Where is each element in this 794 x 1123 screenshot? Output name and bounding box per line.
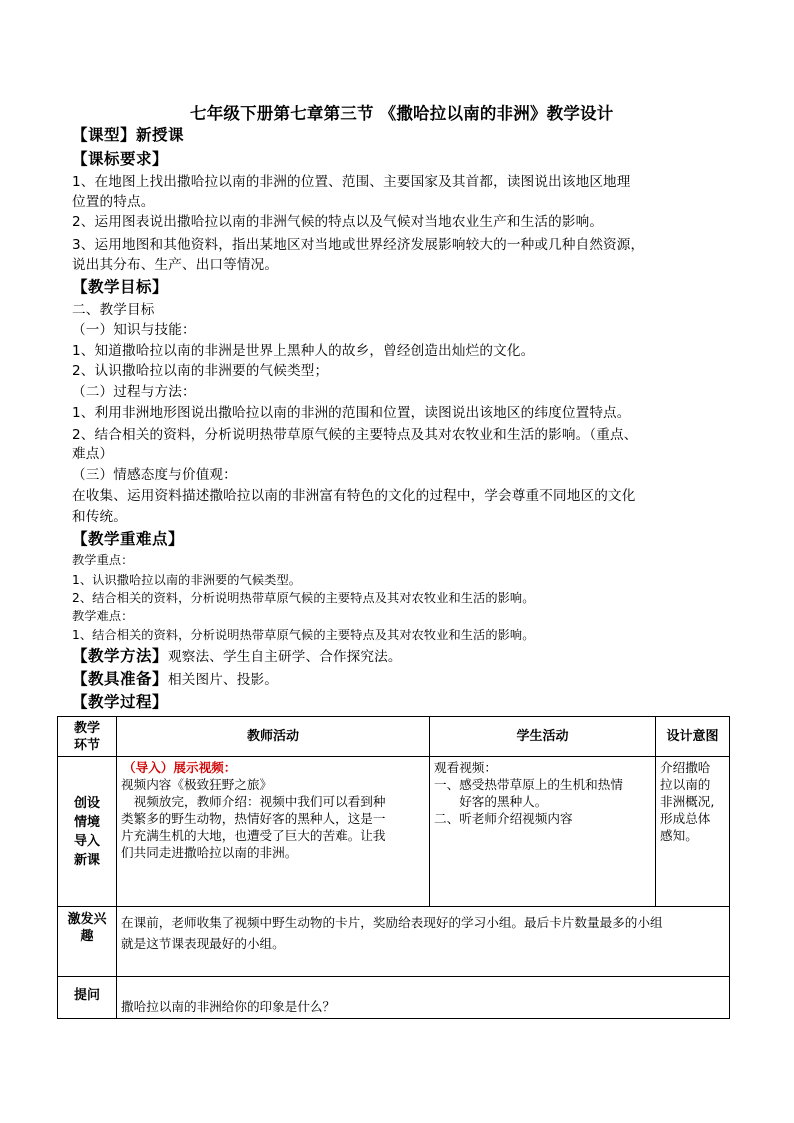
curriculum-line-3b: 说出其分布、生产、出口等情况。 (72, 257, 279, 273)
phase-intro-1: 创设 (73, 795, 100, 811)
header-phase-b: 环节 (73, 737, 100, 753)
interest-line-b: 就是这节课表现最好的小组。 (121, 936, 285, 951)
teacher-line: 视频内容《极致狂野之旅》 (121, 777, 273, 792)
document-title: 七年级下册第七章第三节 《撒哈拉以南的非洲》教学设计 (190, 104, 614, 123)
teacher-line: 片充满生机的大地，也遭受了巨大的苦难。让我 (121, 828, 386, 843)
design-intent-cell (656, 757, 730, 907)
question-content-cell: 撒哈拉以南的非洲给你的印象是什么？ (117, 977, 730, 1019)
teaching-process-table (57, 716, 730, 1019)
course-type-heading: 【课型】 (72, 126, 137, 144)
table-row (58, 977, 730, 1019)
tools-line (72, 669, 737, 691)
process-title: （二）过程与方法： (72, 384, 196, 400)
tools-heading: 【教具准备】 (72, 670, 169, 688)
header-student: 学生活动 (430, 717, 656, 757)
curriculum-heading: 【课标要求】 (72, 150, 169, 168)
table-row (58, 907, 730, 977)
teacher-activity-cell (117, 757, 430, 907)
student-line: 二、听老师介绍视频内容 (434, 811, 573, 826)
intent-line: 拉以南的 (660, 777, 711, 792)
intent-line: 感知。 (660, 828, 698, 843)
phase-intro-2: 情境 (73, 814, 100, 830)
student-line: 观看视频： (434, 760, 497, 775)
emotion-1b: 和传统。 (72, 509, 127, 525)
emotion-1a: 在收集、运用资料描述撒哈拉以南的非洲富有特色的文化的过程中，学会尊重不同地区的文化 (72, 488, 636, 504)
student-line: 好客的黑种人。 (434, 794, 548, 809)
intent-line: 非洲概况, (660, 794, 715, 809)
methods-value: 观察法、学生自主研学、合作探究法。 (168, 649, 402, 665)
interest-line-a: 在课前，老师收集了视频中野生动物的卡片，奖励给表现好的学习小组。最后卡片数量最多的小组 (121, 915, 663, 930)
process-heading: 【教学过程】 (72, 693, 169, 711)
table-header-row (58, 717, 730, 757)
teacher-line: 类繁多的野生动物，热情好客的黑种人，这是一 (121, 811, 386, 826)
methods-heading: 【教学方法】 (72, 647, 169, 665)
phase-interest-1: 激发兴 (67, 912, 107, 927)
teacher-line: 们共同走进撒哈拉以南的非洲。 (121, 845, 298, 860)
focus-1: 1、认识撒哈拉以南的非洲要的气候类型。 (72, 573, 302, 587)
student-line: 一、感受热带草原上的生机和热情 (434, 777, 623, 792)
difficulty-title: 教学难点： (72, 609, 134, 623)
header-intent: 设计意图 (656, 717, 730, 757)
header-phase (58, 717, 117, 757)
knowledge-title: （一）知识与技能： (72, 322, 196, 338)
curriculum-line-3a: 3、运用地图和其他资料，指出某地区对当地或世界经济发展影响较大的一种或几种自然资源， (72, 237, 645, 253)
focus-2: 2、结合相关的资料，分析说明热带草原气候的主要特点及其对农牧业和生活的影响。 (72, 591, 535, 605)
interest-content-cell (117, 907, 730, 977)
curriculum-line-1b: 位置的特点。 (72, 194, 155, 210)
process-2a: 2、结合相关的资料，分析说明热带草原气候的主要特点及其对农牧业和生活的影响。（重点、 (72, 427, 638, 443)
phase-cell-question: 提问 (58, 977, 117, 1019)
focus-title: 教学重点： (72, 553, 134, 567)
phase-cell-intro (58, 757, 117, 907)
key-points-heading: 【教学重难点】 (72, 530, 185, 548)
objectives-sub: 二、教学目标 (72, 302, 155, 318)
process-2b: 难点） (72, 446, 114, 462)
methods-line (72, 646, 737, 668)
intent-line: 介绍撒哈 (660, 760, 711, 775)
phase-intro-3: 导入 (73, 833, 100, 849)
knowledge-1: 1、知道撒哈拉以南的非洲是世界上黑种人的故乡，曾经创造出灿烂的文化。 (72, 343, 535, 359)
difficulty-1: 1、结合相关的资料，分析说明热带草原气候的主要特点及其对农牧业和生活的影响。 (72, 628, 535, 642)
curriculum-line-2: 2、运用图表说出撒哈拉以南的非洲气候的特点以及气候对当地农业生产和生活的影响。 (72, 214, 604, 230)
teacher-line: 视频放完，教师介绍：视频中我们可以看到种 (121, 794, 386, 809)
process-1: 1、利用非洲地形图说出撒哈拉以南的非洲的范围和位置，读图说出该地区的纬度位置特点。 (72, 405, 631, 421)
emotion-title: （三）情感态度与价值观： (72, 467, 237, 483)
knowledge-2: 2、认识撒哈拉以南的非洲要的气候类型； (72, 363, 329, 379)
student-activity-cell (430, 757, 656, 907)
table-row (58, 757, 730, 907)
course-type-line (72, 125, 737, 147)
objectives-heading: 【教学目标】 (72, 278, 169, 296)
course-type-value: 新授课 (136, 126, 185, 144)
header-teacher: 教师活动 (117, 717, 430, 757)
phase-intro-4: 新课 (73, 852, 100, 868)
tools-value: 相关图片、投影。 (168, 672, 278, 688)
curriculum-line-1a: 1、在地图上找出撒哈拉以南的非洲的位置、范围、主要国家及其首都，读图说出该地区地理 (72, 174, 631, 190)
phase-interest-2: 趣 (80, 929, 94, 944)
header-phase-a: 教学 (73, 720, 100, 736)
intent-line: 形成总体 (660, 811, 711, 826)
teacher-red-label: （导入）展示视频： (123, 760, 237, 775)
phase-cell-interest (58, 907, 117, 977)
